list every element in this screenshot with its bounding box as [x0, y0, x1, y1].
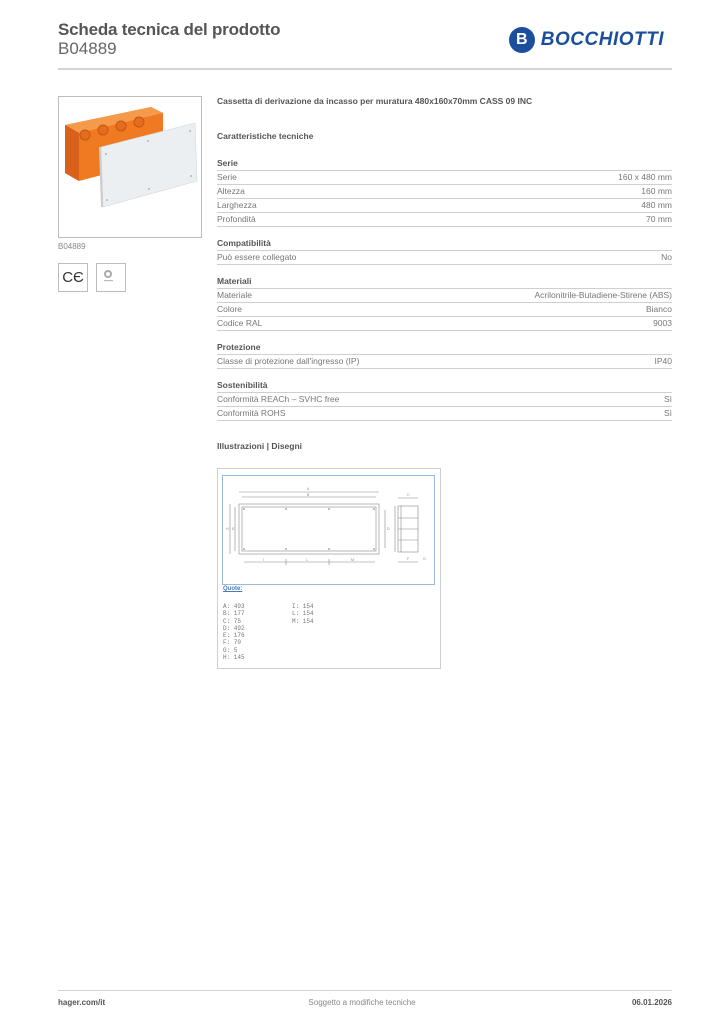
section-title: Serie	[217, 157, 672, 171]
product-code-heading: B04889	[58, 39, 117, 58]
footer-notice: Soggetto a modifiche tecniche	[308, 998, 416, 1007]
quote-value: C: 75	[223, 617, 242, 625]
spec-label: Può essere collegato	[217, 252, 297, 262]
spec-label: Classe di protezione dall'ingresso (IP)	[217, 356, 360, 366]
spec-label: Larghezza	[217, 200, 257, 210]
header-divider	[58, 68, 672, 70]
section-title: Sostenibilità	[217, 379, 672, 393]
quote-value: A: 493	[223, 603, 245, 610]
spec-row	[217, 393, 672, 407]
technical-drawing	[217, 468, 441, 669]
quote-value: G: 5	[223, 646, 238, 654]
footer-divider	[58, 990, 672, 991]
spec-label: Conformità ROHS	[217, 408, 286, 418]
section-serie	[217, 157, 672, 227]
svg-text:F: F	[407, 557, 410, 561]
svg-text:G: G	[423, 557, 426, 561]
spec-value: 160 mm	[641, 186, 672, 196]
section-protezione	[217, 341, 672, 369]
brand-name: BOCCHIOTTI	[540, 29, 664, 50]
quote-value: H: 145	[223, 654, 245, 662]
svg-text:L: L	[306, 558, 308, 562]
section-compatibilita	[217, 237, 672, 265]
section-title: Materiali	[217, 275, 672, 289]
quote-value: F: 70	[223, 639, 242, 647]
quote-value: I: 154	[292, 603, 314, 610]
spec-row	[217, 251, 672, 265]
page-title: Scheda tecnica del prodotto	[58, 20, 281, 39]
dimension-drawing	[222, 475, 435, 585]
spec-value: 480 mm	[641, 200, 672, 210]
spec-value: 70 mm	[646, 214, 672, 224]
footer-date: 06.01.2026	[631, 998, 672, 1007]
section-title: Protezione	[217, 341, 672, 355]
spec-value: Bianco	[646, 304, 672, 314]
svg-text:H: H	[226, 527, 229, 531]
spec-value: IP40	[654, 356, 672, 366]
page-header	[58, 20, 672, 70]
spec-label: Colore	[217, 304, 243, 314]
spec-row	[217, 185, 672, 199]
spec-value: No	[661, 252, 672, 262]
section-materiali	[217, 275, 672, 331]
svg-text:C: C	[407, 493, 410, 497]
quotes-column-1	[223, 603, 245, 661]
spec-value: Sì	[663, 394, 672, 404]
quotes-heading: Quote:	[223, 586, 243, 592]
quote-value: M: 154	[292, 617, 314, 625]
illustrations-heading: Illustrazioni | Disegni	[217, 441, 303, 451]
junction-box-illustration	[59, 97, 201, 237]
spec-label: Serie	[217, 172, 237, 182]
spec-row	[217, 407, 672, 421]
characteristics-heading: Caratteristiche tecniche	[217, 131, 314, 141]
product-description: Cassetta di derivazione da incasso per muratura 480x160x70mm CASS 09 INC	[217, 96, 533, 106]
spec-row	[217, 303, 672, 317]
quote-value: E: 176	[223, 632, 245, 640]
dimension-drawing-svg	[223, 476, 434, 584]
spec-label: Materiale	[217, 290, 252, 300]
footer-website-link[interactable]: hager.com/it	[58, 998, 106, 1007]
svg-text:B: B	[307, 493, 310, 497]
spec-row	[217, 213, 672, 227]
quote-value: L: 154	[292, 610, 314, 618]
image-caption: B04889	[58, 242, 86, 251]
brand-mark-icon: B	[509, 27, 535, 53]
spec-row	[217, 355, 672, 369]
spec-row	[217, 199, 672, 213]
svg-text:A: A	[307, 487, 310, 491]
quote-value: B: 177	[223, 610, 245, 618]
spec-row	[217, 289, 672, 303]
svg-text:M: M	[351, 558, 354, 562]
spec-row	[217, 317, 672, 331]
svg-text:D: D	[387, 527, 390, 531]
quote-value: D: 492	[223, 624, 245, 632]
spec-label: Profondità	[217, 214, 256, 224]
svg-text:E: E	[232, 527, 235, 531]
quotes-column-2	[292, 603, 314, 625]
product-image	[58, 96, 202, 238]
spec-label: Altezza	[217, 186, 245, 196]
section-sostenibilita	[217, 379, 672, 421]
brand-logo	[509, 27, 664, 53]
spec-value: 160 x 480 mm	[618, 172, 672, 182]
spec-value: Acrilonitrile-Butadiene-Stirene (ABS)	[534, 290, 672, 300]
section-title: Compatibilità	[217, 237, 672, 251]
spec-value: 9003	[653, 318, 672, 328]
quality-mark-icon	[96, 263, 126, 292]
svg-text:I: I	[263, 558, 264, 562]
spec-label: Conformità REACh – SVHC free	[217, 394, 340, 404]
spec-content	[217, 96, 672, 451]
spec-value: Sì	[663, 408, 672, 418]
spec-label: Codice RAL	[217, 318, 263, 328]
ce-mark-icon: CЄ	[58, 263, 88, 292]
spec-row	[217, 171, 672, 185]
